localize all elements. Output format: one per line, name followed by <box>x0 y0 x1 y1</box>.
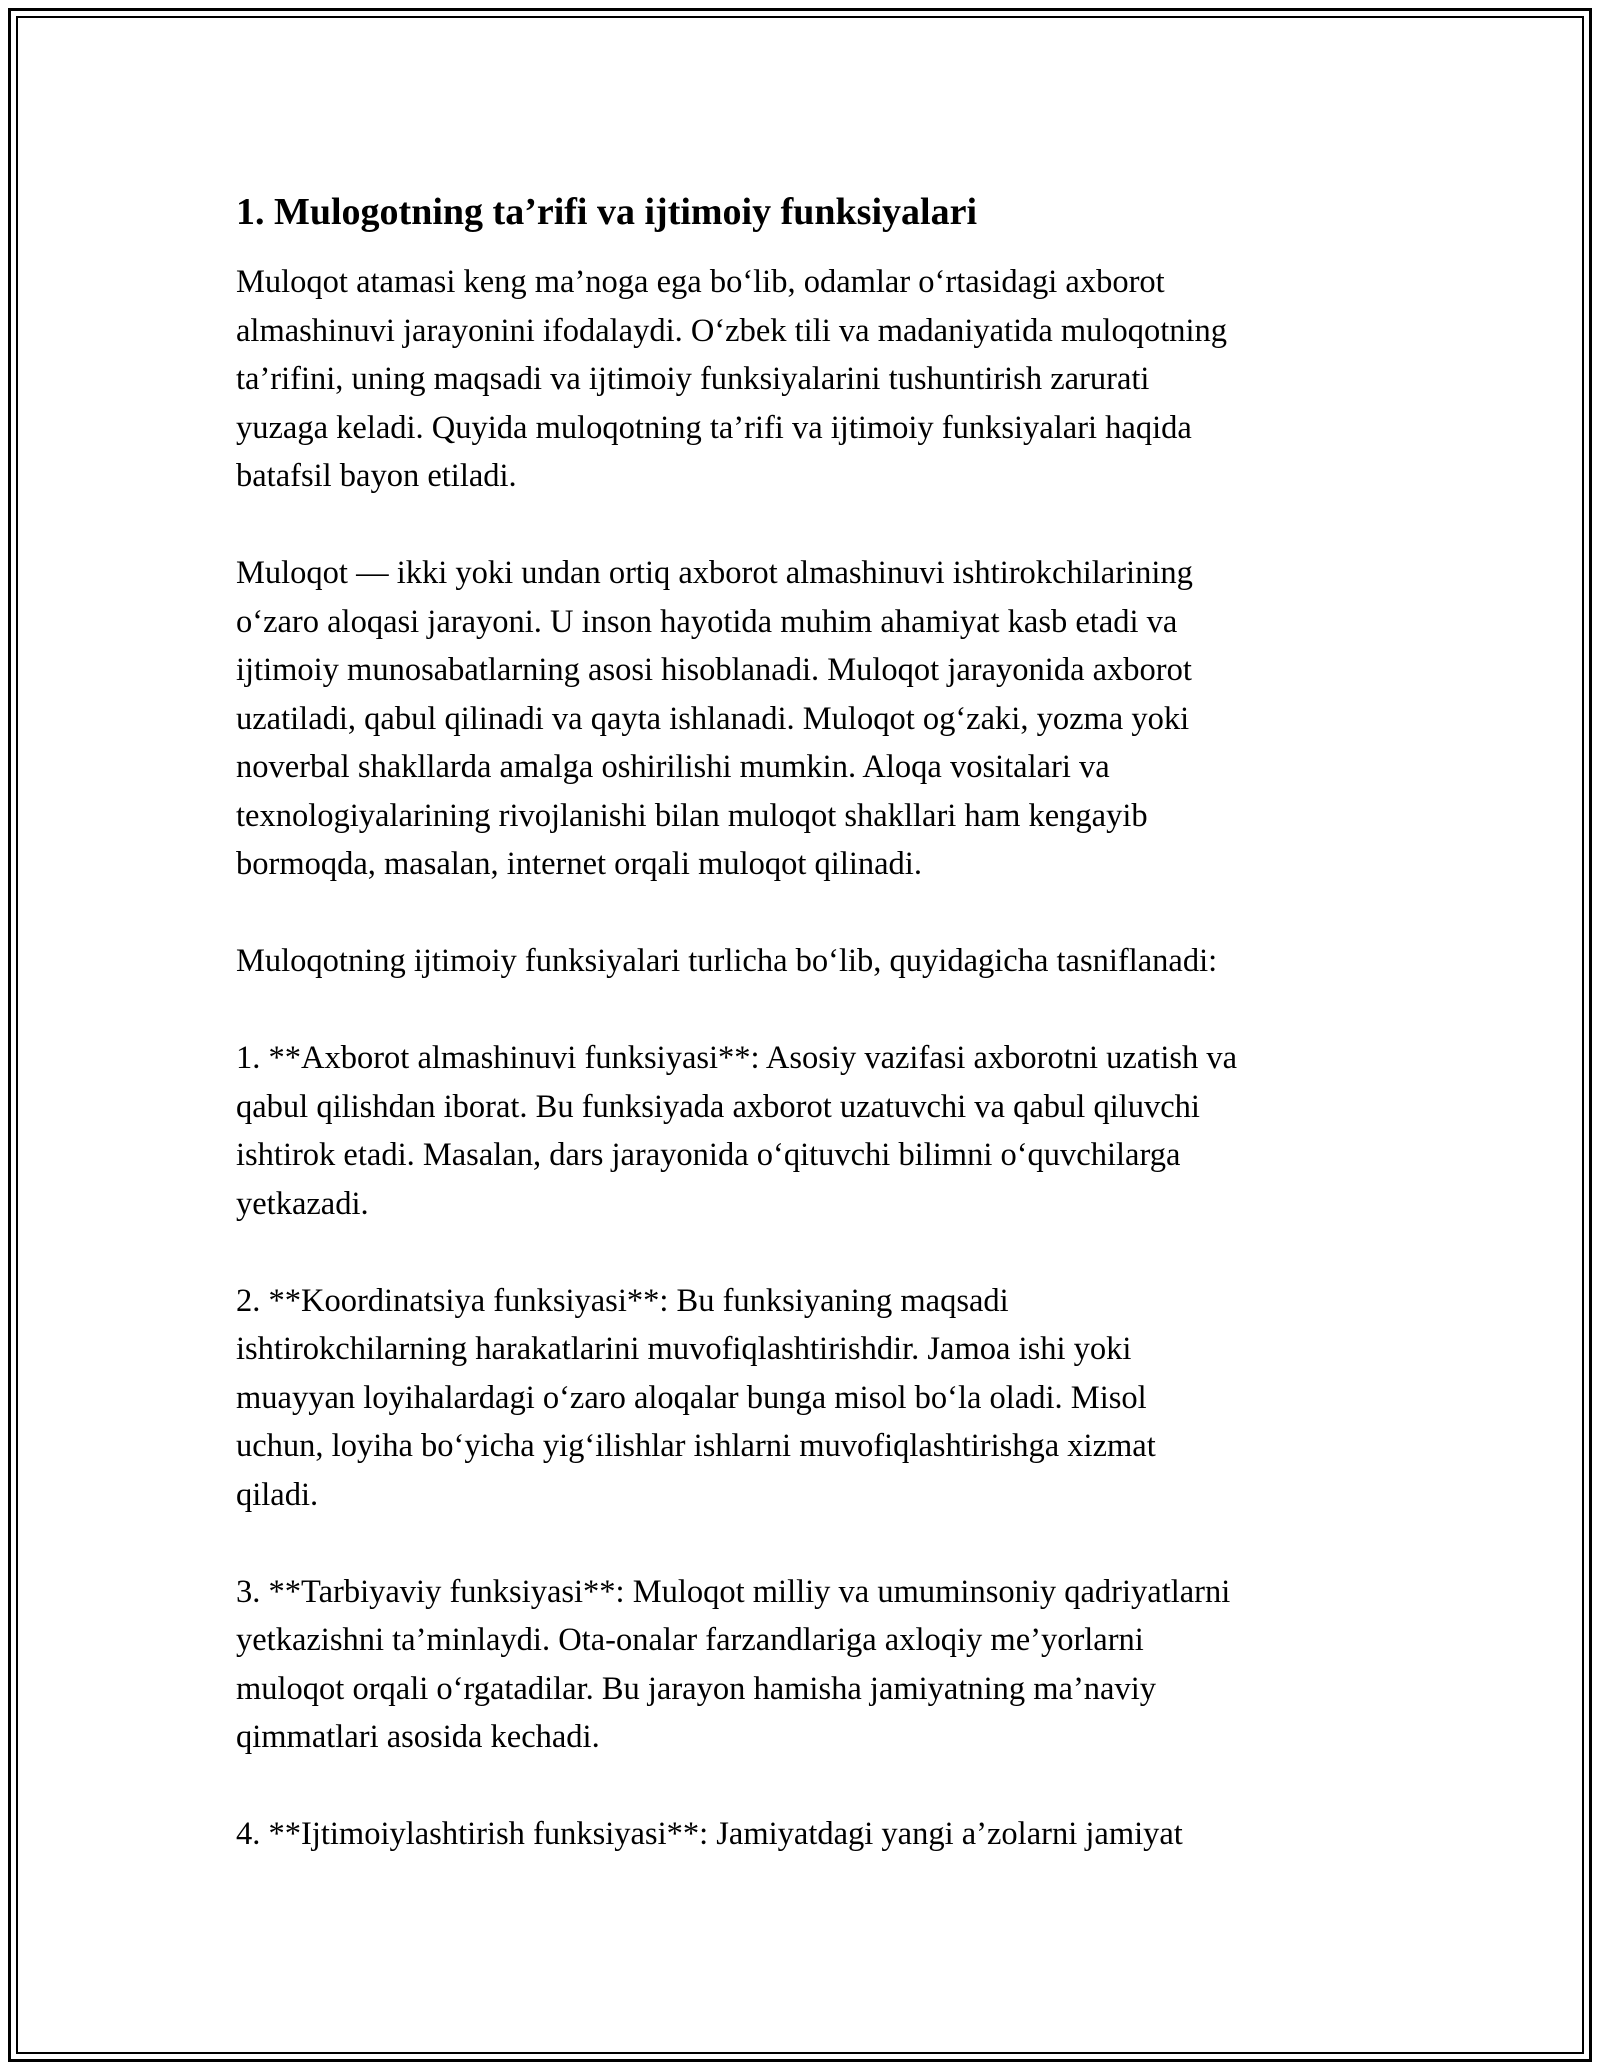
paragraph-functions-intro: Muloqotning ijtimoiy funksiyalari turlicha bo‘lib, quyidagicha tasniflanadi: <box>236 943 1218 979</box>
document-body <box>236 188 1386 1907</box>
paragraph-definition: Muloqot — ikki yoki undan ortiq axborot almashinuvi ishtirokchilarining o‘zaro aloqasi jarayoni. U inson hayotida muhim ahamiyat kasb etadi va ijtimoiy munosabatlarning asosi hisoblanadi. Muloqot jarayonida axborot uzatiladi, qabul qilinadi va qayta ishlanadi. Muloqot og‘zaki, yozma yoki noverbal shakllarda amalga oshirilishi mumkin. Aloqa vositalari va texnologiyalarining rivojlanishi bilan muloqot shakllari ham kengayib bormoqda, masalan, internet orqali muloqot qilinadi. <box>236 555 1193 882</box>
section-heading: 1. Mulogotning ta’rifi va ijtimoiy funksiyalari <box>236 191 977 233</box>
list-item-function-4: 4. **Ijtimoiylashtirish funksiyasi**: Jamiyatdagi yangi a’zolarni jamiyat <box>236 1816 1183 1852</box>
list-item-function-2: 2. **Koordinatsiya funksiyasi**: Bu funksiyaning maqsadi ishtirokchilarning harakatlarini muvofiqlashtirishdir. Jamoa ishi yoki muayyan loyihalardagi o‘zaro aloqalar bunga misol bo‘la oladi. Misol uchun, loyiha bo‘yicha yig‘ilishlar ishlarni muvofiqlashtirishga xizmat qiladi. <box>236 1282 1156 1513</box>
paragraph-intro: Muloqot atamasi keng ma’noga ega bo‘lib, odamlar o‘rtasidagi axborot almashinuvi jarayonini ifodalaydi. O‘zbek tili va madaniyatida muloqotning ta’rifini, uning maqsadi va ijtimoiy funksiyalarini tushuntirish zarurati yuzaga keladi. Quyida muloqotning ta’rifi va ijtimoiy funksiyalari haqida batafsil bayon etiladi. <box>236 264 1228 494</box>
list-item-function-3: 3. **Tarbiyaviy funksiyasi**: Muloqot milliy va umuminsoniy qadriyatlarni yetkazishni ta’minlaydi. Ota-onalar farzandlariga axloqiy me’yorlarni muloqot orqali o‘rgatadilar. Bu jarayon hamisha jamiyatning ma’naviy qimmatlari asosida kechadi. <box>236 1573 1231 1755</box>
list-item-function-1: 1. **Axborot almashinuvi funksiyasi**: Asosiy vazifasi axborotni uzatish va qabul qilishdan iborat. Bu funksiyada axborot uzatuvchi va qabul qiluvchi ishtirok etadi. Masalan, dars jarayonida o‘qituvchi bilimni o‘quvchilarga yetkazadi. <box>236 1040 1238 1222</box>
